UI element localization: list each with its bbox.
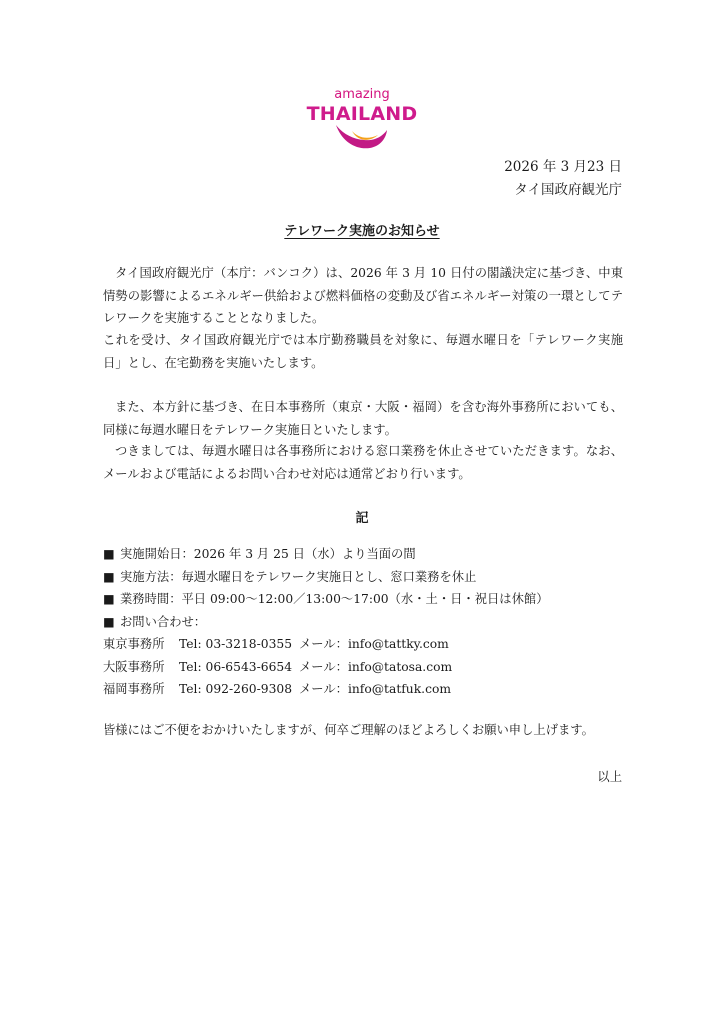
contact-tel: Tel: 06-6543-6654 xyxy=(179,659,293,674)
details-item-text: 業務時間：平日 09:00～12:00／13:00～17:00（水・土・日・祝日は休館） xyxy=(120,592,549,606)
square-bullet-icon: ■ xyxy=(103,592,115,606)
contact-row xyxy=(103,633,623,656)
details-item-text: お問い合わせ： xyxy=(120,614,207,629)
contact-tel: Tel: 03-3218-0355 xyxy=(179,637,293,651)
contact-row xyxy=(103,678,623,701)
details-item-text: 実施開始日：2026 年 3 月 25 日（水）より当面の間 xyxy=(120,547,416,561)
logo-amazing-text: amazing xyxy=(334,87,390,102)
details-list-item xyxy=(103,588,623,611)
contact-list xyxy=(103,633,623,701)
contact-row xyxy=(103,656,623,679)
contact-mail: メール：info@tattky.com xyxy=(299,637,449,651)
notice-title xyxy=(0,220,724,239)
body-paragraph-3: また、本方針に基づき、在日本事務所（東京・大阪・福岡）を含む海外事務所においても、同様に毎週水曜日をテレワーク実施日といたします。 xyxy=(103,400,623,437)
details-list-item xyxy=(103,543,623,566)
body-paragraph-1: タイ国政府観光庁（本庁：バンコク）は、2026 年 3 月 10 日付の閣議決定に基づき、中東情勢の影響によるエネルギー供給および燃料価格の変動及び省エネルギー対策の一環としてテレワークを実施することとなりました。 xyxy=(103,266,623,325)
amazing-thailand-logo xyxy=(300,84,424,160)
issuing-organization: タイ国政府観光庁 xyxy=(514,182,622,198)
contact-tel: Tel: 092-260-9308 xyxy=(179,682,293,696)
contact-mail: メール：info@tatosa.com xyxy=(299,659,453,674)
contact-office: 大阪事務所 xyxy=(103,659,165,674)
details-list-item xyxy=(103,566,623,589)
document-date: 2026 年 3 月23 日 xyxy=(504,159,622,175)
details-item-text: 実施方法：毎週水曜日をテレワーク実施日とし、窓口業務を休止 xyxy=(120,569,477,584)
square-bullet-icon: ■ xyxy=(103,547,115,561)
details-list xyxy=(103,543,623,633)
closing-remark: 皆様にはご不便をおかけいたしますが、何卒ご理解のほどよろしくお願い申し上げます。 xyxy=(103,723,594,737)
details-list-item xyxy=(103,611,623,634)
square-bullet-icon: ■ xyxy=(103,614,115,629)
logo-graphic xyxy=(300,84,424,160)
contact-mail: メール：info@tatfuk.com xyxy=(299,682,452,696)
ki-heading: 記 xyxy=(355,511,369,526)
contact-office: 福岡事務所 xyxy=(103,682,165,696)
logo-swoosh-icon xyxy=(336,125,387,148)
body-paragraph-4: つきましては、毎週水曜日は各事務所における窓口業務を休止させていただきます。なお、メールおよび電話によるお問い合わせ対応は通常どおり行います。 xyxy=(103,444,623,481)
notice-title-text: テレワーク実施のお知らせ xyxy=(284,224,440,239)
contact-office: 東京事務所 xyxy=(103,637,165,651)
end-mark: 以上 xyxy=(597,770,622,784)
square-bullet-icon: ■ xyxy=(103,569,115,584)
body-paragraph-2: これを受け、タイ国政府観光庁では本庁勤務職員を対象に、毎週水曜日を「テレワーク実施日」とし、在宅勤務を実施いたします。 xyxy=(103,333,623,370)
logo-thailand-text: THAILAND xyxy=(306,103,418,125)
